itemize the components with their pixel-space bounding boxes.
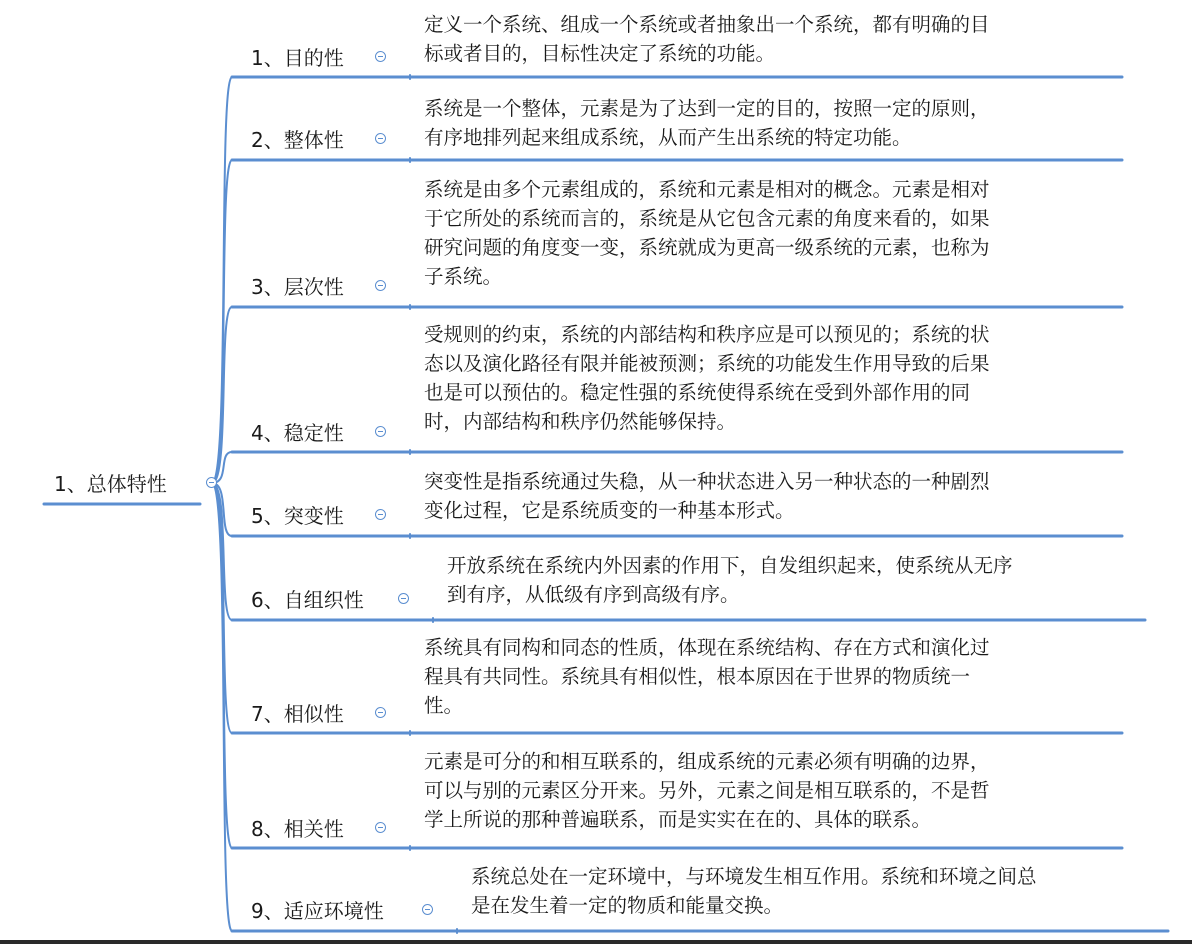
branch-label: 2、整体性 xyxy=(251,127,344,152)
branch-node[interactable] xyxy=(251,498,344,530)
branch-node[interactable] xyxy=(251,696,344,728)
branch-node[interactable] xyxy=(251,40,344,72)
collapse-icon[interactable] xyxy=(375,51,386,62)
description-line: 可以与别的元素区分开来。另外，元素之间是相互联系的，不是哲 xyxy=(424,779,990,802)
collapse-icon[interactable] xyxy=(422,904,433,915)
description-line: 是在发生着一定的物质和能量交换。 xyxy=(471,894,784,917)
branch-label: 5、突变性 xyxy=(251,503,344,528)
collapse-icon[interactable] xyxy=(375,822,386,833)
description-line: 于它所处的系统而言的，系统是从它包含元素的角度来看的，如果 xyxy=(424,207,990,230)
branch-label: 7、相似性 xyxy=(251,701,344,726)
description-line: 程具有共同性。系统具有相似性，根本原因在于世界的物质统一 xyxy=(424,665,971,688)
description-line: 系统总处在一定环境中，与环境发生相互作用。系统和环境之间总 xyxy=(471,865,1037,888)
collapse-icon[interactable] xyxy=(375,509,386,520)
branch-label: 9、适应环境性 xyxy=(251,898,384,923)
description-line: 态以及演化路径有限并能被预测；系统的功能发生作用导致的后果 xyxy=(424,352,990,375)
branch-node[interactable] xyxy=(251,269,344,301)
collapse-icon[interactable] xyxy=(375,707,386,718)
branch-label: 6、自组织性 xyxy=(251,587,364,612)
description-line: 受规则的约束，系统的内部结构和秩序应是可以预见的；系统的状 xyxy=(424,323,990,346)
description-line: 时，内部结构和秩序仍然能够保持。 xyxy=(424,410,737,433)
description-line: 子系统。 xyxy=(424,265,503,288)
root-collapse-icon[interactable] xyxy=(206,477,217,488)
collapse-icon[interactable] xyxy=(375,133,386,144)
root-label: 1、总体特性 xyxy=(54,471,167,496)
description-line: 研究问题的角度变一变，系统就成为更高一级系统的元素，也称为 xyxy=(424,236,990,259)
branch-description xyxy=(424,747,990,834)
description-line: 系统具有同构和同态的性质，体现在系统结构、存在方式和演化过 xyxy=(424,636,990,659)
description-line: 系统是由多个元素组成的，系统和元素是相对的概念。元素是相对 xyxy=(424,178,990,201)
description-line: 标或者目的，目标性决定了系统的功能。 xyxy=(424,42,776,65)
description-line: 定义一个系统、组成一个系统或者抽象出一个系统，都有明确的目 xyxy=(424,13,990,36)
description-line: 开放系统在系统内外因素的作用下，自发组织起来，使系统从无序 xyxy=(447,554,1013,577)
collapse-icon[interactable] xyxy=(375,426,386,437)
description-line: 有序地排列起来组成系统，从而产生出系统的特定功能。 xyxy=(424,126,912,149)
description-line: 学上所说的那种普遍联系，而是实实在在的、具体的联系。 xyxy=(424,808,932,831)
branch-description xyxy=(471,862,1037,920)
branch-node[interactable] xyxy=(251,582,364,614)
branch-label: 8、相关性 xyxy=(251,816,344,841)
branch-description xyxy=(424,94,990,152)
branch-description xyxy=(424,467,990,525)
description-line: 变化过程，它是系统质变的一种基本形式。 xyxy=(424,499,795,522)
branch-node[interactable] xyxy=(251,893,384,925)
branch-description xyxy=(447,551,1013,609)
branch-label: 1、目的性 xyxy=(251,45,344,70)
description-line: 到有序，从低级有序到高级有序。 xyxy=(447,583,740,606)
branch-label: 3、层次性 xyxy=(251,274,344,299)
branch-description xyxy=(424,320,990,436)
collapse-icon[interactable] xyxy=(375,280,386,291)
branch-description xyxy=(424,10,990,68)
description-line: 系统是一个整体，元素是为了达到一定的目的，按照一定的原则， xyxy=(424,97,990,120)
branch-description xyxy=(424,633,990,720)
branch-description xyxy=(424,175,990,291)
description-line: 也是可以预估的。稳定性强的系统使得系统在受到外部作用的同 xyxy=(424,381,971,404)
branch-node[interactable] xyxy=(251,811,344,843)
branch-node[interactable] xyxy=(251,415,344,447)
root-node[interactable] xyxy=(54,466,167,498)
collapse-icon[interactable] xyxy=(398,593,409,604)
branch-label: 4、稳定性 xyxy=(251,420,344,445)
window-bottom-edge xyxy=(0,940,1192,944)
description-line: 元素是可分的和相互联系的，组成系统的元素必须有明确的边界， xyxy=(424,750,990,773)
branch-node[interactable] xyxy=(251,122,344,154)
description-line: 性。 xyxy=(424,694,464,717)
description-line: 突变性是指系统通过失稳，从一种状态进入另一种状态的一种剧烈 xyxy=(424,470,990,493)
